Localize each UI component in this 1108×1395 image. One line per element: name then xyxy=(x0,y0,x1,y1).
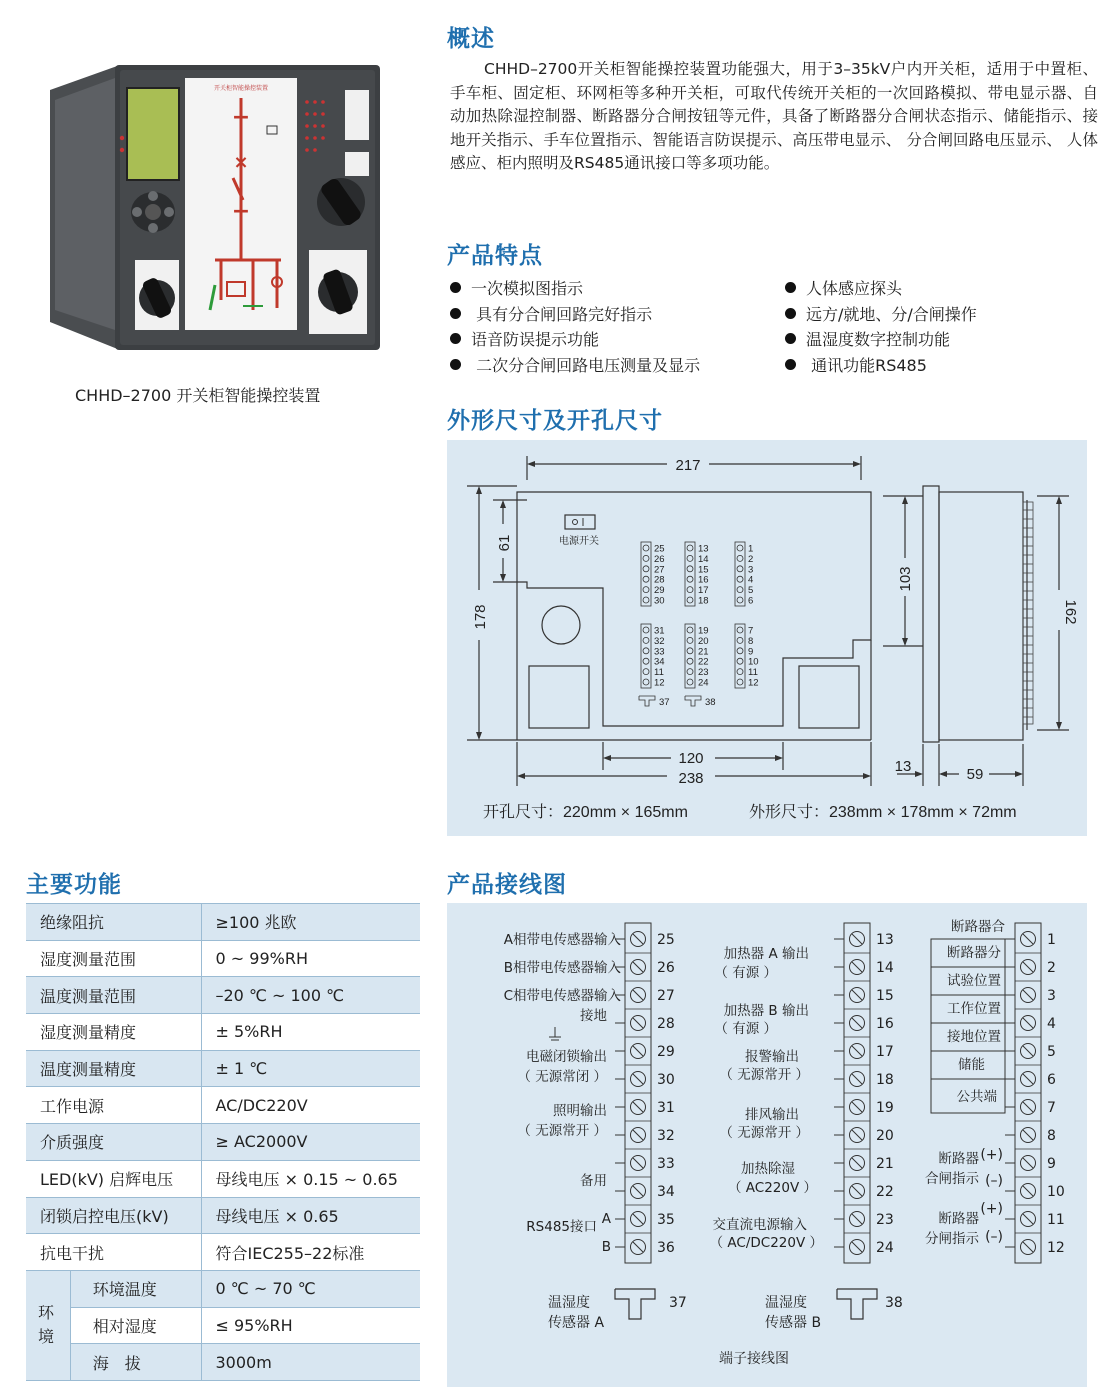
table-row: 相对湿度 ≤ 95%RH xyxy=(26,1307,420,1344)
terminal-number: 4 xyxy=(1047,1016,1056,1032)
terminal-number: 20 xyxy=(698,635,709,647)
table-row: 环境 环境温度 0 ℃ ~ 70 ℃ xyxy=(26,1270,420,1307)
terminal-number: 29 xyxy=(657,1044,675,1060)
terminal-screw-icon xyxy=(737,679,743,685)
terminal-label: (+) xyxy=(980,1201,1003,1217)
terminal-number: 9 xyxy=(1047,1156,1056,1172)
terminal-label: RS485接口 xyxy=(526,1219,597,1235)
dim-162: 162 xyxy=(1062,599,1079,625)
terminal-label: （ 无源常开 ） xyxy=(517,1123,607,1139)
function-table xyxy=(26,903,420,1381)
features-heading: 产品特点 xyxy=(447,243,543,269)
overview-text: CHHD–2700开关柜智能操控装置功能强大，用于3–35kV户内开关柜，适用于中置柜、手车柜、固定柜、环网柜等多种开关柜，可取代传统开关柜的一次回路模拟、带电显示器、自动加热除湿控制器、断路器分合闸按钮等元件，具备了断路器分合闸状态指示、储能指示、接地开关指示、手车位置指示、智能语言防误提示、高压带电显示、 分合闸回路电压显示、 人体感应、柜内照明及RS485通讯接口等多项功能。 xyxy=(450,60,1098,172)
terminal-number: 14 xyxy=(876,960,894,976)
terminal-label: (–) xyxy=(985,1229,1003,1245)
terminal-number: 12 xyxy=(1047,1240,1065,1256)
terminal-screw-icon xyxy=(687,597,693,603)
terminal-label: 公共端 xyxy=(956,1089,997,1105)
svg-text:+: + xyxy=(231,199,251,224)
terminal-label: (–) xyxy=(985,1173,1003,1189)
terminal-number: 8 xyxy=(1047,1128,1056,1144)
terminal-label: （ AC/DC220V ） xyxy=(709,1235,823,1251)
terminal-label: 接地位置 xyxy=(947,1029,1001,1045)
terminal-number: 27 xyxy=(657,988,675,1004)
terminal-screw-icon xyxy=(737,545,743,551)
dim-103: 103 xyxy=(897,566,914,592)
terminal-screw-icon xyxy=(737,587,743,593)
terminal-label: 加热器 A 输出 xyxy=(723,946,809,962)
feature-item: 通讯功能RS485 xyxy=(785,353,927,376)
terminal-number: 11 xyxy=(654,667,664,679)
terminal-screw-icon xyxy=(643,597,649,603)
terminal-number: 19 xyxy=(876,1100,894,1116)
terminal-screw-icon xyxy=(687,679,693,685)
terminal-number: 32 xyxy=(654,635,665,647)
terminal-number: 7 xyxy=(748,625,754,637)
terminal-number: 14 xyxy=(698,553,709,565)
terminal-number: 36 xyxy=(657,1240,675,1256)
wiring-caption: 端子接线图 xyxy=(719,1351,789,1367)
wiring-heading: 产品接线图 xyxy=(447,872,567,898)
terminal-screw-icon xyxy=(643,637,649,643)
terminal-number: 29 xyxy=(654,585,665,597)
terminal-number: 38 xyxy=(705,697,716,708)
terminal-number: 22 xyxy=(876,1184,894,1200)
dimensions-heading: 外形尺寸及开孔尺寸 xyxy=(447,408,663,434)
terminal-label: B相带电传感器输入 xyxy=(503,960,621,976)
table-row: 温度测量范围 –20 ℃ ~ 100 ℃ xyxy=(26,977,420,1014)
terminal-screw-icon xyxy=(687,648,693,654)
terminal-number: 16 xyxy=(876,1016,894,1032)
terminal-number: 28 xyxy=(654,574,665,586)
overview-heading: 概述 xyxy=(447,26,495,52)
dim-238: 238 xyxy=(678,770,704,787)
dim-59: 59 xyxy=(966,766,984,783)
terminal-number: 9 xyxy=(748,646,754,658)
sensor-port-icon xyxy=(639,696,655,706)
terminal-screw-icon xyxy=(643,648,649,654)
terminal-screw-icon xyxy=(643,566,649,572)
terminal-screw-icon xyxy=(737,566,743,572)
cutout-size-text: 开孔尺寸：220mm × 165mm xyxy=(483,804,688,821)
svg-text:×: × xyxy=(233,152,249,173)
terminal-screw-icon xyxy=(737,597,743,603)
terminal-number: 35 xyxy=(657,1212,675,1228)
svg-text:+: + xyxy=(231,105,251,130)
terminal-number: 20 xyxy=(876,1128,894,1144)
terminal-number: 34 xyxy=(654,656,665,668)
terminal-screw-icon xyxy=(737,576,743,582)
terminal-label: （ 有源 ） xyxy=(714,1021,777,1037)
terminal-screw-icon xyxy=(687,587,693,593)
terminal-label: 合闸指示 xyxy=(925,1171,979,1187)
terminal-label: 工作位置 xyxy=(947,1001,1001,1017)
terminal-number: 5 xyxy=(748,585,754,597)
terminal-screw-icon xyxy=(687,637,693,643)
sensor-b-number: 38 xyxy=(885,1295,903,1311)
terminal-screw-icon xyxy=(737,669,743,675)
dim-61: 61 xyxy=(496,534,513,552)
env-label: 环境 xyxy=(26,1270,70,1380)
table-row: LED(kV) 启辉电压 母线电压 × 0.15 ~ 0.65 xyxy=(26,1160,420,1197)
terminal-number: 10 xyxy=(1047,1184,1065,1200)
terminal-number: 34 xyxy=(657,1184,675,1200)
panel-title: 开关柜智能操控装置 xyxy=(213,85,269,92)
terminal-number: 30 xyxy=(657,1072,675,1088)
terminal-number: 17 xyxy=(876,1044,894,1060)
feature-item: 温湿度数字控制功能 xyxy=(785,327,950,350)
feature-item: 语音防误提示功能 xyxy=(450,327,599,350)
terminal-number: 18 xyxy=(876,1072,894,1088)
terminal-number: 24 xyxy=(876,1240,894,1256)
terminal-screw-icon xyxy=(643,576,649,582)
terminal-number: 17 xyxy=(698,585,709,597)
terminal-number: 26 xyxy=(654,553,665,565)
sensor-b-label: 温湿度 xyxy=(765,1295,807,1311)
terminal-screw-icon xyxy=(687,576,693,582)
terminal-number: 25 xyxy=(654,543,665,555)
dim-13: 13 xyxy=(894,758,912,775)
table-row: 闭锁启控电压(kV) 母线电压 × 0.65 xyxy=(26,1197,420,1234)
terminal-label: 断路器 xyxy=(938,1151,979,1167)
terminal-label: 电磁闭锁输出 xyxy=(526,1049,607,1065)
terminal-number: 6 xyxy=(1047,1072,1056,1088)
dim-217: 217 xyxy=(675,457,701,474)
terminal-number: 23 xyxy=(698,667,709,679)
terminal-number: 24 xyxy=(698,677,709,689)
feature-item: 一次模拟图指示 xyxy=(450,276,583,299)
terminal-label: 断路器合 xyxy=(951,919,1005,935)
terminal-label: （ 有源 ） xyxy=(714,965,777,981)
terminal-number: 1 xyxy=(748,543,754,555)
terminal-label: C相带电传感器输入 xyxy=(503,988,621,1004)
terminal-label: 备用 xyxy=(580,1173,607,1189)
terminal-label: 加热除湿 xyxy=(741,1161,795,1177)
terminal-number: 8 xyxy=(748,635,754,647)
terminal-label: 排风输出 xyxy=(745,1107,799,1123)
terminal-number: 11 xyxy=(748,667,758,679)
terminal-label: 断路器 xyxy=(938,1211,979,1227)
terminal-screw-icon xyxy=(643,679,649,685)
table-row: 海 拔 3000m xyxy=(26,1344,420,1381)
feature-item: 具有分合闸回路完好指示 xyxy=(450,302,652,325)
terminal-number: 21 xyxy=(698,646,709,658)
terminal-number: 2 xyxy=(1047,960,1056,976)
power-switch-label: 电源开关 xyxy=(559,536,599,547)
terminal-label: 接地 xyxy=(580,1008,607,1024)
table-row: 湿度测量范围 0 ~ 99%RH xyxy=(26,940,420,977)
terminal-number: 28 xyxy=(657,1016,675,1032)
functions-heading: 主要功能 xyxy=(26,872,122,898)
terminal-number: 12 xyxy=(748,677,759,689)
terminal-number: 19 xyxy=(698,625,709,637)
terminal-label: B xyxy=(601,1239,611,1255)
terminal-number: 21 xyxy=(876,1156,894,1172)
feature-item: 远方/就地、分/合闸操作 xyxy=(785,302,977,325)
product-photo xyxy=(45,60,395,360)
terminal-number: 22 xyxy=(698,656,709,668)
terminal-screw-icon xyxy=(687,555,693,561)
feature-item: 人体感应探头 xyxy=(785,276,902,299)
terminal-number: 11 xyxy=(1047,1212,1065,1228)
terminal-number: 1 xyxy=(1047,932,1056,948)
terminal-label: （ 无源常闭 ） xyxy=(517,1069,607,1085)
terminal-number: 4 xyxy=(748,574,754,586)
terminal-number: 12 xyxy=(654,677,665,689)
terminal-number: 3 xyxy=(748,564,754,576)
terminal-screw-icon xyxy=(687,566,693,572)
terminal-label: A xyxy=(601,1211,611,1227)
terminal-number: 18 xyxy=(698,595,709,607)
outline-size-text: 外形尺寸：238mm × 178mm × 72mm xyxy=(749,804,1017,821)
terminal-label: A相带电传感器输入 xyxy=(503,932,621,948)
dim-120: 120 xyxy=(678,750,704,767)
terminal-screw-icon xyxy=(643,658,649,664)
terminal-label: 照明输出 xyxy=(553,1103,607,1119)
terminal-screw-icon xyxy=(643,669,649,675)
dimension-drawing xyxy=(447,440,1087,836)
terminal-number: 33 xyxy=(654,646,665,658)
terminal-label: (+) xyxy=(980,1147,1003,1163)
terminal-label: 断路器分 xyxy=(947,945,1001,961)
terminal-number: 15 xyxy=(876,988,894,1004)
terminal-number: 6 xyxy=(748,595,754,607)
terminal-screw-icon xyxy=(687,545,693,551)
terminal-screw-icon xyxy=(687,669,693,675)
table-row: 温度测量精度 ± 1 ℃ xyxy=(26,1050,420,1087)
terminal-screw-icon xyxy=(737,627,743,633)
terminal-number: 2 xyxy=(748,553,754,565)
terminal-screw-icon xyxy=(737,555,743,561)
table-row: 湿度测量精度 ± 5%RH xyxy=(26,1014,420,1051)
terminal-number: 13 xyxy=(876,932,894,948)
feature-item: 二次分合闸回路电压测量及显示 xyxy=(450,353,700,376)
terminal-label: （ 无源常开 ） xyxy=(719,1125,809,1141)
terminal-screw-icon xyxy=(737,648,743,654)
terminal-number: 27 xyxy=(654,564,665,576)
sensor-port-icon xyxy=(685,696,701,706)
dim-178: 178 xyxy=(472,604,489,630)
terminal-number: 16 xyxy=(698,574,709,586)
terminal-label: （ AC220V ） xyxy=(727,1180,817,1196)
terminal-number: 30 xyxy=(654,595,665,607)
table-row: 绝缘阻抗 ≥100 兆欧 xyxy=(26,904,420,941)
terminal-screw-icon xyxy=(737,637,743,643)
terminal-number: 7 xyxy=(1047,1100,1056,1116)
terminal-number: 15 xyxy=(698,564,709,576)
sensor-a-number: 37 xyxy=(669,1295,687,1311)
wiring-diagram xyxy=(447,903,1087,1387)
sensor-a-label: 传感器 A xyxy=(548,1315,605,1331)
terminal-screw-icon xyxy=(643,587,649,593)
terminal-label: 分闸指示 xyxy=(925,1231,979,1247)
sensor-a-label: 温湿度 xyxy=(548,1295,590,1311)
terminal-number: 31 xyxy=(654,625,665,637)
terminal-label: 试验位置 xyxy=(947,973,1001,989)
terminal-screw-icon xyxy=(687,658,693,664)
terminal-number: 26 xyxy=(657,960,675,976)
terminal-number: 13 xyxy=(698,543,709,555)
terminal-screw-icon xyxy=(643,555,649,561)
terminal-screw-icon xyxy=(687,627,693,633)
terminal-label: 报警输出 xyxy=(745,1049,799,1065)
table-row: 工作电源 AC/DC220V xyxy=(26,1087,420,1124)
terminal-number: 23 xyxy=(876,1212,894,1228)
terminal-number: 5 xyxy=(1047,1044,1056,1060)
terminal-label: 储能 xyxy=(958,1057,985,1073)
terminal-screw-icon xyxy=(643,545,649,551)
terminal-label: 交直流电源输入 xyxy=(712,1217,807,1233)
table-row: 介质强度 ≥ AC2000V xyxy=(26,1124,420,1161)
terminal-number: 33 xyxy=(657,1156,675,1172)
product-caption: CHHD–2700 开关柜智能操控装置 xyxy=(75,386,321,405)
terminal-number: 25 xyxy=(657,932,675,948)
terminal-number: 32 xyxy=(657,1128,675,1144)
terminal-number: 37 xyxy=(659,697,670,708)
terminal-number: 31 xyxy=(657,1100,675,1116)
terminal-label: （ 无源常开 ） xyxy=(719,1067,809,1083)
table-row: 抗电干扰 符合IEC255–22标准 xyxy=(26,1234,420,1271)
terminal-screw-icon xyxy=(737,658,743,664)
terminal-number: 3 xyxy=(1047,988,1056,1004)
terminal-screw-icon xyxy=(643,627,649,633)
terminal-label: 加热器 B 输出 xyxy=(723,1003,809,1019)
terminal-number: 10 xyxy=(748,656,759,668)
sensor-b-label: 传感器 B xyxy=(765,1315,822,1331)
